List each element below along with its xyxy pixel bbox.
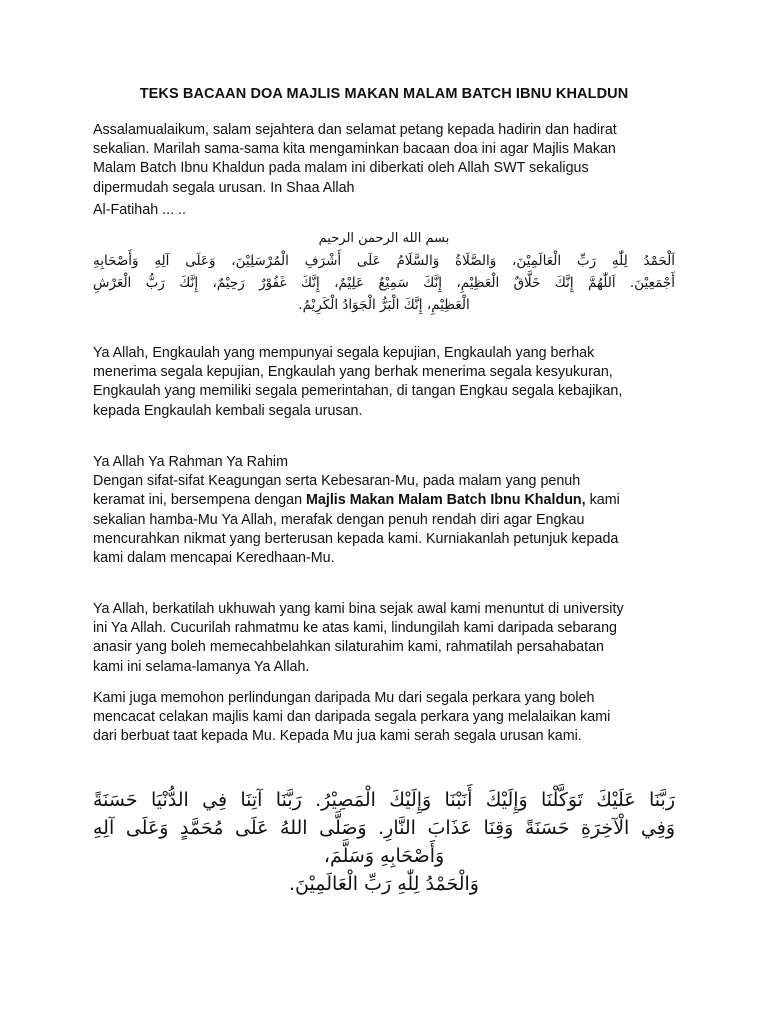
arabic-opening-line: الْعَظِيْمِ، إِنَّكَ الْبَرُّ الْجَوَادُ الْكَرِيْمُ. <box>298 297 470 313</box>
arabic-closing-prayer <box>93 786 675 898</box>
intro-line: Assalamualaikum, salam sejahtera dan selamat petang kepada hadirin dan hadirat <box>93 122 617 138</box>
praise-line: menerima segala kepujian, Engkaulah yang berhak menerima segala kesyukuran, <box>93 364 613 381</box>
perlindungan-line: dari berbuat taat kepada Mu. Kepada Mu jua kami serah segala urusan kami. <box>93 728 582 745</box>
intro-paragraph <box>93 121 675 198</box>
arabic-closing-line: وَفِي الْآخِرَةِ حَسَنَةً وَقِنَا عَذَابَ النَّارِ. وَصَلَّى اللهُ عَلَى مُحَمَّدٍ وَعَلَى آلِهِ <box>93 817 675 839</box>
bismillah: بسم الله الرحمن الرحيم <box>318 231 450 246</box>
arabic-opening-prayer <box>93 228 675 316</box>
perlindungan-line: Kami juga memohon perlindungan daripada Mu dari segala perkara yang boleh <box>93 690 595 706</box>
arabic-opening-line: أَجْمَعِيْنَ. اَللّٰهُمَّ إِنَّكَ خَلَّاقٌ الْعَظِيْمِ، إِنَّكَ سَمِيْعٌ عَلِيْمٌ، إِنَّكَ غَفُوْرٌ رَحِيْمٌ، إِنَّكَ رَبُّ الْعَرْشِ <box>93 275 675 291</box>
majlis-name-bold: Majlis Makan Malam Batch Ibnu Khaldun, <box>306 492 586 509</box>
rahman-line-text: keramat ini, bersempena dengan <box>93 492 306 509</box>
perlindungan-line: mencacat celakan majlis kami dan daripada segala perkara yang melalaikan kami <box>93 709 611 726</box>
praise-line: Engkaulah yang memiliki segala pemerintahan, di tangan Engkau segala kebajikan, <box>93 383 623 400</box>
rahman-line-with-bold <box>93 491 675 510</box>
praise-line: Ya Allah, Engkaulah yang mempunyai segala kepujian, Engkaulah yang berhak <box>93 345 595 361</box>
arabic-closing-line: وَأَصْحَابِهِ وَسَلَّمَ، <box>323 845 445 867</box>
praise-line: kepada Engkaulah kembali segala urusan. <box>93 402 363 419</box>
fatihah-line: Al-Fatihah ... .. <box>93 202 186 218</box>
ukhuwah-line: kami ini selama-lamanya Ya Allah. <box>93 658 310 675</box>
arabic-closing-line: رَبَّنَا عَلَيْكَ تَوَكَّلْنَا وَإِلَيْكَ أَنَبْنَا وَإِلَيْكَ الْمَصِيْرُ. رَبَّنَا آتِنَا فِي الدُّنْيَا حَسَنَةً <box>93 789 675 811</box>
ukhuwah-line: ini Ya Allah. Cucurilah rahmatmu ke atas kami, lindungilah kami daripada sebarang <box>93 620 617 637</box>
intro-line: Malam Batch Ibnu Khaldun pada malam ini diberkati oleh Allah SWT sekaligus <box>93 160 589 177</box>
rahman-line: Dengan sifat-sifat Keagungan serta Kebesaran-Mu, pada malam yang penuh <box>93 473 581 490</box>
ukhuwah-paragraph <box>93 600 675 677</box>
arabic-closing-line: وَالْحَمْدُ لِلّٰهِ رَبِّ الْعَالَمِيْنَ. <box>289 873 479 895</box>
perlindungan-paragraph <box>93 689 675 747</box>
ukhuwah-line: anasir yang boleh memecahbelahkan silaturahim kami, rahmatilah persahabatan <box>93 639 605 656</box>
rahman-line: sekalian hamba-Mu Ya Allah, merafak dengan penuh rendah diri agar Engkau <box>93 511 585 528</box>
ukhuwah-line: Ya Allah, berkatilah ukhuwah yang kami bina sejak awal kami menuntut di university <box>93 601 624 617</box>
rahman-line: kami dalam mencapai Keredhaan-Mu. <box>93 550 335 567</box>
arabic-opening-line: اَلْحَمْدُ لِلّٰهِ رَبِّ الْعَالَمِيْنَ، وَالصَّلَاةُ وَالسَّلَامُ عَلَى أَشْرَفِ الْمُرْسَلِيْنَ، وَعَلَى آلِهِ وَأَصْحَابِهِ <box>93 253 675 269</box>
rahman-line: mencurahkan nikmat yang berterusan kepada kami. Kurniakanlah petunjuk kepada <box>93 530 619 547</box>
rahman-heading: Ya Allah Ya Rahman Ya Rahim <box>93 454 288 470</box>
rahman-paragraph <box>93 453 675 568</box>
rahman-line-text: kami <box>585 492 620 509</box>
praise-paragraph <box>93 344 675 421</box>
intro-line: sekalian. Marilah sama-sama kita mengaminkan bacaan doa ini agar Majlis Makan <box>93 141 616 158</box>
intro-line: dipermudah segala urusan. In Shaa Allah <box>93 179 355 196</box>
document-title: TEKS BACAAN DOA MAJLIS MAKAN MALAM BATCH IBNU KHALDUN <box>139 86 629 102</box>
